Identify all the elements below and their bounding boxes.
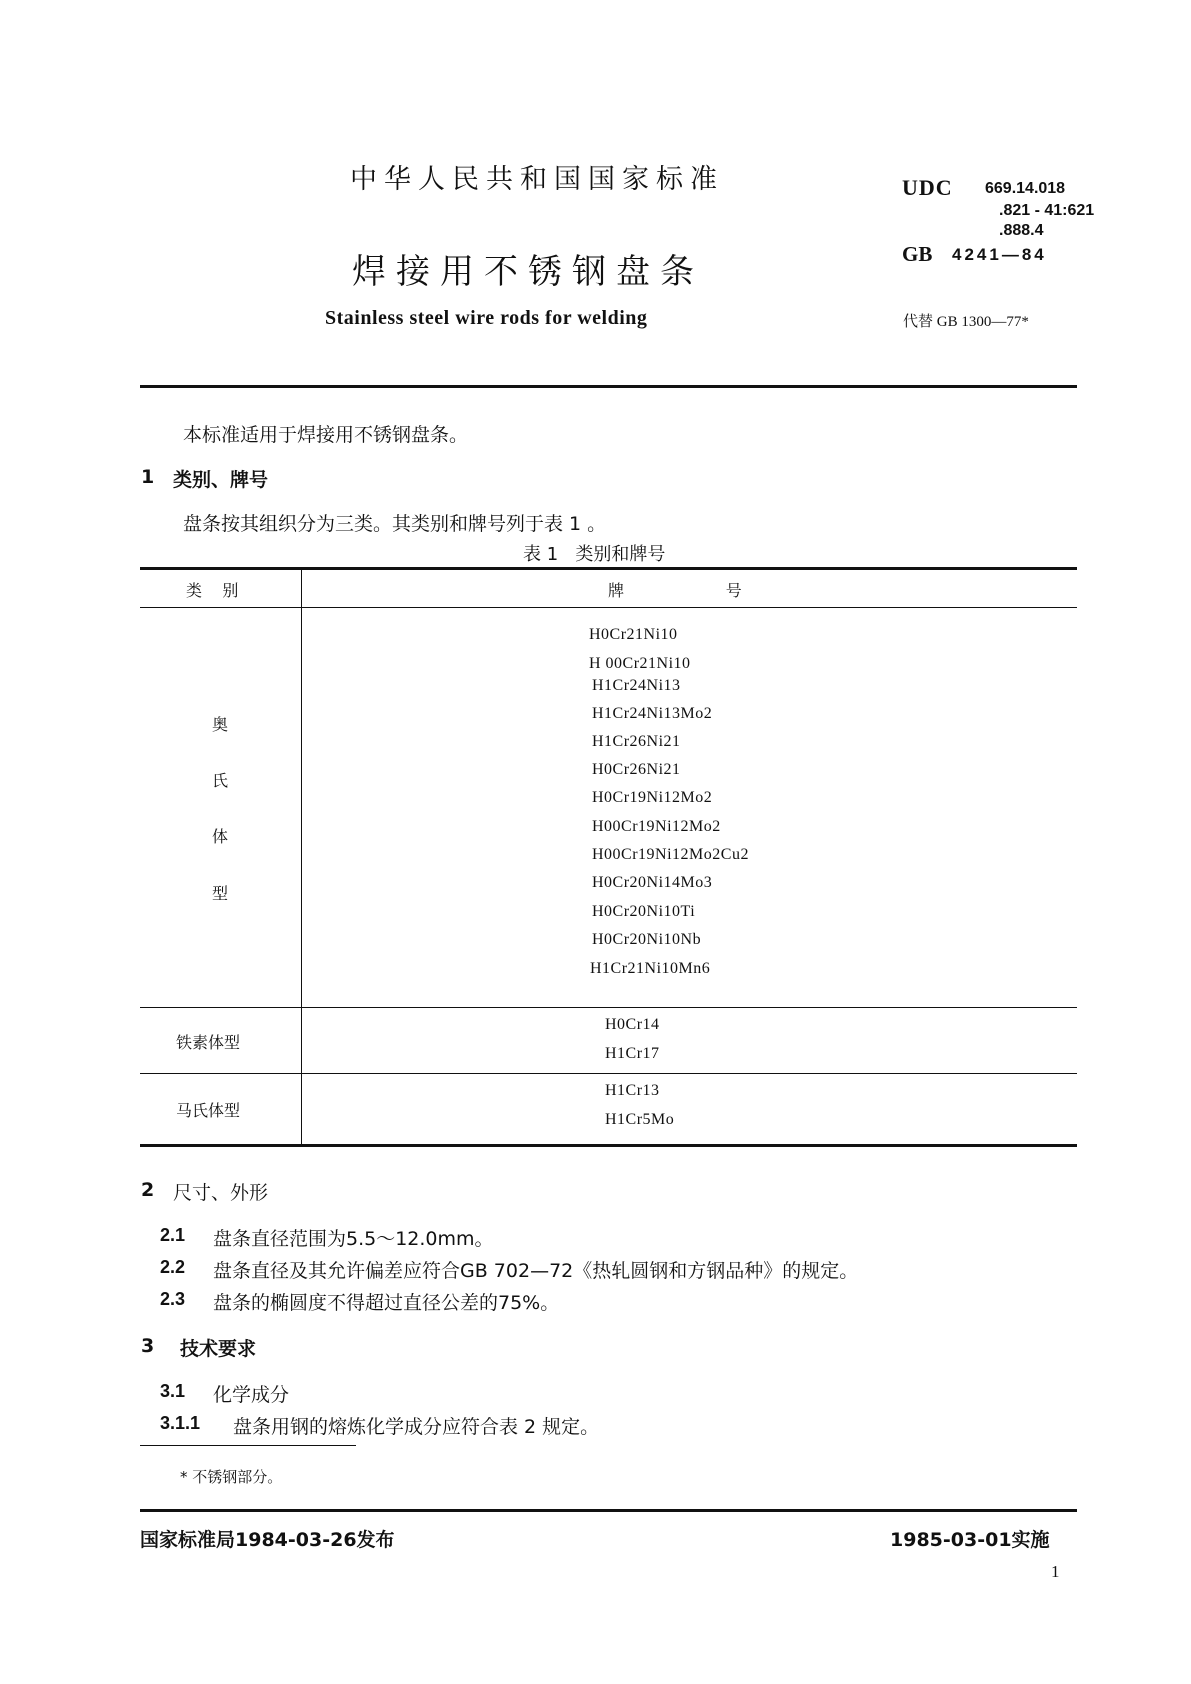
effective-date: 1985-03-01实施 xyxy=(890,1529,1050,1551)
table-header-rule xyxy=(140,607,1077,608)
item-number: 3.1.1 xyxy=(160,1413,201,1433)
grade-cell: H1Cr24Ni13 xyxy=(592,677,681,694)
footer-divider xyxy=(140,1509,1077,1512)
grade-cell: H0Cr26Ni21 xyxy=(592,761,681,778)
item-number: 3.1 xyxy=(160,1381,186,1401)
intro-text: 本标准适用于焊接用不锈钢盘条。 xyxy=(183,424,469,446)
table-column-divider xyxy=(301,567,302,1147)
category-cell: 铁素体型 xyxy=(176,1033,241,1052)
footnote: * 不锈钢部分。 xyxy=(180,1468,283,1486)
footnote-divider xyxy=(140,1445,356,1446)
udc-code-line-1: 669.14.018 xyxy=(985,180,1066,197)
document-title-english: Stainless steel wire rods for welding xyxy=(325,307,648,329)
grade-cell: H00Cr19Ni12Mo2Cu2 xyxy=(592,846,749,863)
udc-label: UDC xyxy=(902,175,953,200)
table-1-caption: 表 1 类别和牌号 xyxy=(523,544,666,565)
grade-cell: H0Cr20Ni14Mo3 xyxy=(592,874,713,891)
item-text: 盘条直径范围为5.5～12.0mm。 xyxy=(213,1228,494,1250)
udc-code-line-3: .888.4 xyxy=(999,222,1044,239)
category-char: 奥 xyxy=(212,715,229,734)
item-text: 化学成分 xyxy=(213,1384,290,1406)
category-char: 型 xyxy=(212,884,229,903)
standard-name: 中华人民共和国国家标准 xyxy=(350,164,724,195)
page-number: 1 xyxy=(1051,1562,1060,1581)
section-1-number: 1 xyxy=(141,466,155,488)
category-char: 体 xyxy=(212,827,229,846)
header-divider xyxy=(140,385,1077,388)
item-number: 2.3 xyxy=(160,1289,186,1309)
grade-cell: H0Cr19Ni12Mo2 xyxy=(592,789,713,806)
category-char: 氏 xyxy=(212,771,229,790)
table-group-rule xyxy=(140,1007,1077,1008)
table-bottom-rule xyxy=(140,1144,1077,1147)
item-number: 2.1 xyxy=(160,1225,186,1245)
grade-cell: H00Cr19Ni12Mo2 xyxy=(592,818,721,835)
document-title-chinese: 焊接用不锈钢盘条 xyxy=(352,252,704,292)
gb-label: GB xyxy=(902,242,933,266)
item-text: 盘条直径及其允许偏差应符合GB 702—72《热轧圆钢和方钢品种》的规定。 xyxy=(213,1260,859,1282)
grade-cell: H1Cr26Ni21 xyxy=(592,733,681,750)
section-1-text: 盘条按其组织分为三类。其类别和牌号列于表 1 。 xyxy=(183,513,607,535)
grade-cell: H0Cr21Ni10 xyxy=(589,626,678,643)
table-1 xyxy=(140,567,1077,1147)
grade-cell: H1Cr24Ni13Mo2 xyxy=(592,705,713,722)
issue-date: 国家标准局1984-03-26发布 xyxy=(140,1529,395,1551)
udc-code-line-2: .821 - 41:621 xyxy=(999,202,1095,219)
category-cell: 马氏体型 xyxy=(176,1101,241,1120)
item-text: 盘条用钢的熔炼化学成分应符合表 2 规定。 xyxy=(233,1416,600,1438)
replaces-note: 代替 GB 1300—77* xyxy=(903,314,1029,330)
grade-cell: H 00Cr21Ni10 xyxy=(589,655,691,672)
section-2-number: 2 xyxy=(141,1179,155,1201)
grade-cell: H0Cr20Ni10Ti xyxy=(592,903,696,920)
grade-cell: H1Cr17 xyxy=(605,1045,660,1062)
table-group-rule xyxy=(140,1073,1077,1074)
table-header-category: 类 别 xyxy=(186,581,239,600)
section-1-title: 类别、牌号 xyxy=(173,469,269,491)
grade-cell: H1Cr13 xyxy=(605,1082,660,1099)
section-3-number: 3 xyxy=(141,1335,155,1357)
gb-number: 4241—84 xyxy=(952,245,1047,264)
item-number: 2.2 xyxy=(160,1257,186,1277)
section-2-title: 尺寸、外形 xyxy=(173,1182,269,1204)
grade-cell: H1Cr5Mo xyxy=(605,1111,675,1128)
item-text: 盘条的椭圆度不得超过直径公差的75%。 xyxy=(213,1292,560,1314)
grade-cell: H1Cr21Ni10Mn6 xyxy=(590,960,711,977)
section-3-title: 技术要求 xyxy=(180,1338,257,1360)
grade-cell: H0Cr14 xyxy=(605,1016,660,1033)
table-top-rule xyxy=(140,567,1077,570)
grade-cell: H0Cr20Ni10Nb xyxy=(592,931,702,948)
table-header-grade: 牌 号 xyxy=(608,581,742,600)
